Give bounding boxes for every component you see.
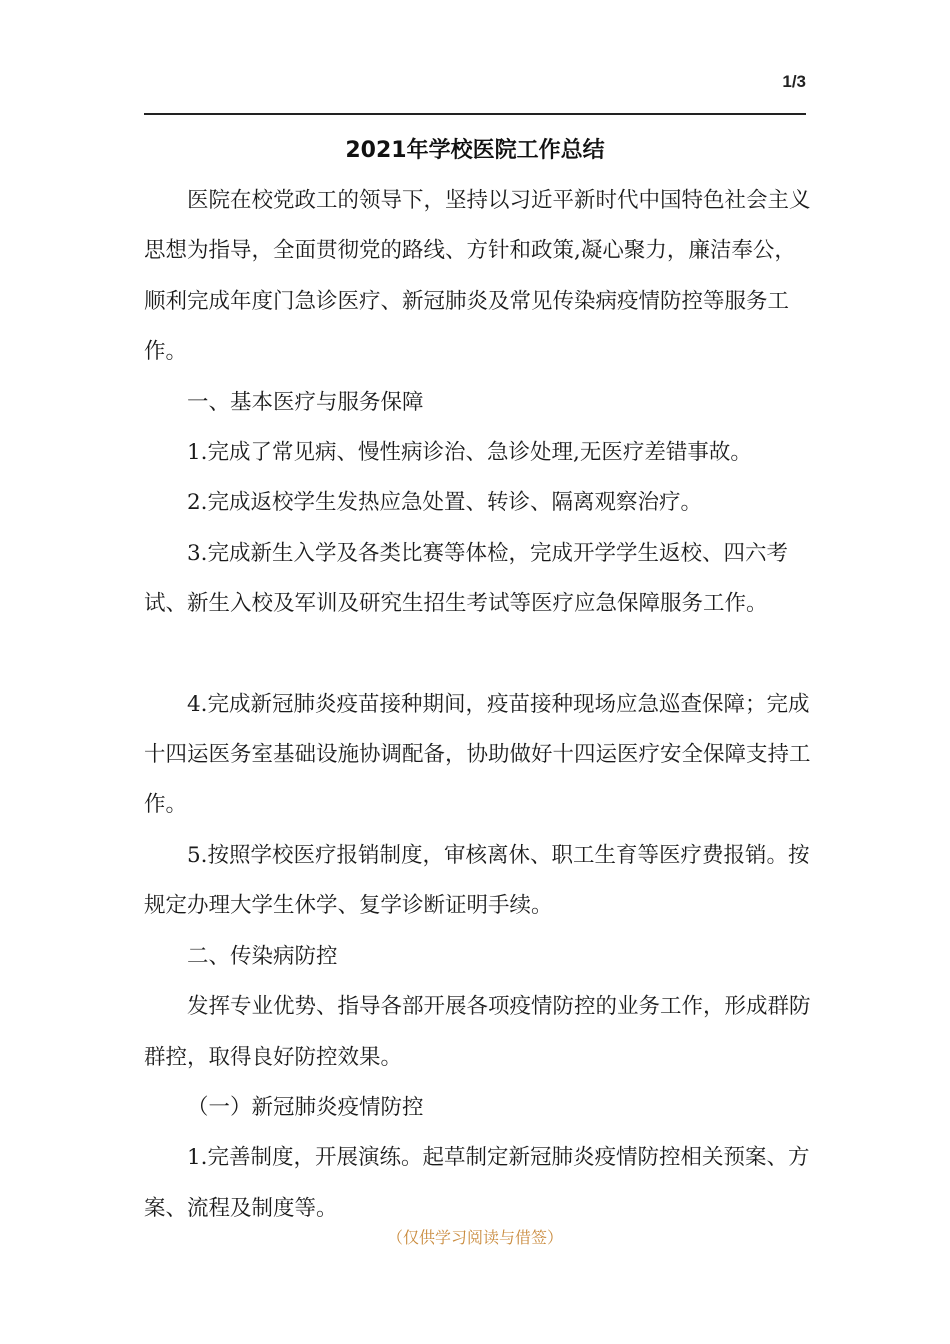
section-heading-infectious-disease: 二、传染病防控 — [187, 943, 338, 969]
blank-line — [144, 630, 812, 680]
document-title: 2021年学校医院工作总结 — [345, 138, 605, 163]
list-item-4: 4.完成新冠肺炎疫苗接种期间，疫苗接种现场应急巡查保障；完成十四运医务室基础设施协调配备，协助做好十四运医疗安全保障支持工作。 — [144, 691, 811, 818]
header-divider — [144, 113, 806, 115]
list-item-covid-1: 1.完善制度，开展演练。起草制定新冠肺炎疫情防控相关预案、方案、流程及制度等。 — [144, 1145, 810, 1221]
section-heading-basic-care: 一、基本医疗与服务保障 — [187, 389, 424, 415]
list-item-3: 3.完成新生入学及各类比赛等体检，完成开学学生返校、四六考试、新生入校及军训及研究生招生考试等医疗应急保障服务工作。 — [144, 540, 789, 617]
list-item-5: 5.按照学校医疗报销制度，审核离休、职工生育等医疗费报销。按规定办理大学生休学、复学诊断证明手续。 — [144, 842, 810, 919]
subsection-heading-covid: （一）新冠肺炎疫情防控 — [187, 1094, 424, 1120]
paragraph-prevention: 发挥专业优势、指导各部开展各项疫情防控的业务工作，形成群防群控，取得良好防控效果。 — [144, 994, 811, 1070]
paragraph-intro: 医院在校党政工的领导下，坚持以习近平新时代中国特色社会主义思想为指导，全面贯彻党的路线、方针和政策,凝心聚力，廉洁奉公，顺利完成年度门急诊医疗、新冠肺炎及常见传染病疫情防控等服务工作。 — [144, 188, 811, 365]
document-body — [144, 176, 812, 1234]
page-number: 1/3 — [782, 72, 806, 91]
footer-note: （仅供学习阅读与借签） — [386, 1228, 563, 1247]
list-item-2: 2.完成返校学生发热应急处置、转诊、隔离观察治疗。 — [187, 490, 703, 516]
list-item-1: 1.完成了常见病、慢性病诊治、急诊处理,无医疗差错事故。 — [187, 440, 752, 466]
